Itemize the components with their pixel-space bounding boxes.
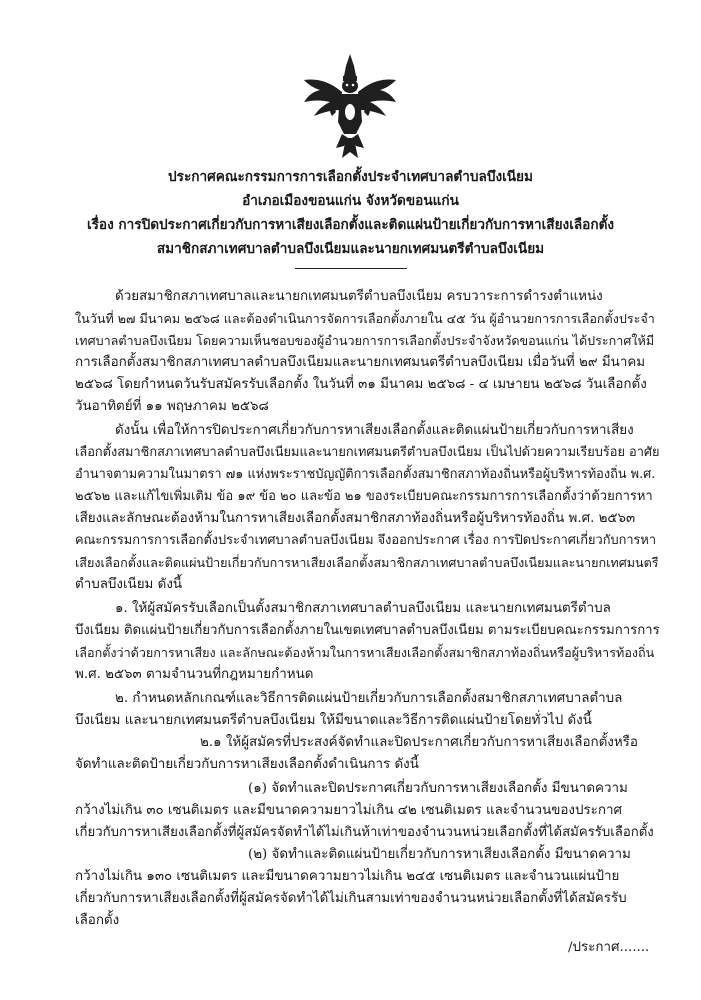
body-line: พ.ศ. ๒๕๖๓ ตามจำนวนที่กฎหมายกำหนด	[75, 667, 314, 682]
body-line: ๑. ให้ผู้สมัครรับเลือกเป็นตั้งสมาชิกสภาเทศบาลตำบลบึงเนียม และนายกเทศมนตรีตำบล	[115, 601, 611, 616]
body-line: อำนาจตามความในมาตรา ๗๑ แห่งพระราชบัญญัติการเลือกตั้งสมาชิกสภาท้องถิ่นหรือผู้บริหารท้องถิ่น พ.ศ.	[75, 467, 656, 482]
heading-line-3: เรื่อง การปิดประกาศเกี่ยวกับการหาเสียงเลือกตั้งและติดแผ่นป้ายเกี่ยวกับการหาเสียงเลือกตั้ง	[86, 217, 615, 233]
heading-line-4: สมาชิกสภาเทศบาลตำบลบึงเนียมและนายกเทศมนตรีตำบลบึงเนียม	[156, 241, 545, 257]
body-line: ๒๕๖๘ โดยกำหนดวันรับสมัครรับเลือกตั้ง ในวันที่ ๓๑ มีนาคม ๒๕๖๘ - ๔ เมษายน ๒๕๖๘ วันเลือกตั้ง	[75, 377, 647, 392]
body-line: เลือกตั้ง	[75, 913, 120, 928]
heading-line-2: อำเภอเมืองขอนแก่น จังหวัดขอนแก่น	[242, 193, 459, 209]
body-line: ตำบลบึงเนียม ดังนี้	[75, 577, 183, 592]
body-line: กว้างไม่เกิน ๑๓๐ เซนติเมตร และมีขนาดความยาวไม่เกิน ๒๔๕ เซนติเมตร และจำนวนแผ่นป้าย	[75, 869, 620, 884]
body-line: จัดทำและติดป้ายเกี่ยวกับการหาเสียงเลือกตั้งดำเนินการ ดังนี้	[75, 757, 419, 772]
body-line: ๒๕๖๒ และแก้ไขเพิ่มเติม ข้อ ๑๙ ข้อ ๒๐ และข้อ ๒๑ ของระเบียบคณะกรรมการการเลือกตั้งว่าด้วยการหา	[75, 489, 653, 504]
continuation-marker: /ประกาศ.......	[568, 940, 650, 955]
body-line: เลือกตั้งสมาชิกสภาเทศบาลตำบลบึงเนียมและนายกเทศมนตรีตำบลบึงเนียม เป็นไปด้วยความเรียบร้อย อาศัย	[75, 445, 660, 460]
body-line: บึงเนียม ติดแผ่นป้ายเกี่ยวกับการเลือกตั้งภายในเขตเทศบาลตำบลบึงเนียม ตามระเบียบคณะกรรมการการ	[75, 623, 660, 638]
body-line: เลือกตั้งว่าด้วยการหาเสียง และลักษณะต้องห้ามในการหาเสียงเลือกตั้งสมาชิกสภาท้องถิ่นหรือผู้บริหารท้องถิ่น	[75, 645, 655, 660]
body-line: (๑) จัดทำและปิดประกาศเกี่ยวกับการหาเสียงเลือกตั้ง มีขนาดความ	[248, 781, 628, 796]
body-line: เสียงและลักษณะต้องห้ามในการหาเสียงเลือกตั้งสมาชิกสภาท้องถิ่นหรือผู้บริหารท้องถิ่น พ.ศ. ๒๕๖๓	[75, 511, 636, 526]
body-line: เสียงเลือกตั้งและติดแผ่นป้ายเกี่ยวกับการหาเสียงเลือกตั้งสมาชิกสภาเทศบาลตำบลบึงเนียมและนายกเทศมนตรี	[75, 555, 659, 570]
heading-divider	[295, 268, 407, 269]
body-line: เกี่ยวกับการหาเสียงเลือกตั้งที่ผู้สมัครจัดทำได้ไม่เกินสามเท่าของจำนวนหน่วยเลือกตั้งที่ได้สมัครรับ	[75, 891, 627, 906]
body-line: ในวันที่ ๒๗ มีนาคม ๒๕๖๘ และต้องดำเนินการจัดการเลือกตั้งภายใน ๔๕ วัน ผู้อำนวยการการเลือกตั้งประจำ	[75, 311, 655, 326]
body-line: บึงเนียม และนายกเทศมนตรีตำบลบึงเนียม ให้มีขนาดและวิธีการติดแผ่นป้ายโดยทั่วไป ดังนี้	[75, 713, 592, 728]
body-line: ดังนั้น เพื่อให้การปิดประกาศเกี่ยวกับการหาเสียงเลือกตั้งและติดแผ่นป้ายเกี่ยวกับการหาเสียง	[115, 423, 634, 438]
body-line: วันอาทิตย์ที่ ๑๑ พฤษภาคม ๒๕๖๘	[75, 399, 269, 414]
body-line: คณะกรรมการการเลือกตั้งประจำเทศบาลตำบลบึงเนียม จึงออกประกาศ เรื่อง การปิดประกาศเกี่ยวกับการหา	[75, 533, 657, 548]
body-line: ๒.๑ ให้ผู้สมัครที่ประสงค์จัดทำและปิดประกาศเกี่ยวกับการหาเสียงเลือกตั้งหรือ	[200, 735, 638, 750]
body-line: เกี่ยวกับการหาเสียงเลือกตั้งที่ผู้สมัครจัดทำได้ไม่เกินห้าเท่าของจำนวนหน่วยเลือกตั้งที่ได้สมัครรับเลือกตั้ง	[75, 825, 654, 840]
body-line: ด้วยสมาชิกสภาเทศบาลและนายกเทศมนตรีตำบลบึงเนียม ครบวาระการดำรงตำแหน่ง	[115, 289, 603, 304]
heading-line-1: ประกาศคณะกรรมการการเลือกตั้งประจำเทศบาลตำบลบึงเนียม	[168, 169, 533, 185]
body-line: กว้างไม่เกิน ๓๐ เซนติเมตร และมีขนาดความยาวไม่เกิน ๔๒ เซนติเมตร และจำนวนของประกาศ	[75, 803, 622, 818]
body-line: การเลือกตั้งสมาชิกสภาเทศบาลตำบลบึงเนียมและนายกเทศมนตรีตำบลบึงเนียม เมื่อวันที่ ๒๙ มีนาคม	[75, 355, 646, 370]
body-line: เทศบาลตำบลบึงเนียม โดยความเห็นชอบของผู้อำนวยการการเลือกตั้งประจำจังหวัดขอนแก่น ได้ประกาศให้มี	[75, 333, 655, 348]
body-line: (๒) จัดทำและติดแผ่นป้ายเกี่ยวกับการหาเสียงเลือกตั้ง มีขนาดความ	[248, 847, 631, 862]
garuda-emblem-icon	[300, 52, 400, 162]
body-line: ๒. กำหนดหลักเกณฑ์และวิธีการติดแผ่นป้ายเกี่ยวกับการเลือกตั้งสมาชิกสภาเทศบาลตำบล	[115, 691, 623, 706]
